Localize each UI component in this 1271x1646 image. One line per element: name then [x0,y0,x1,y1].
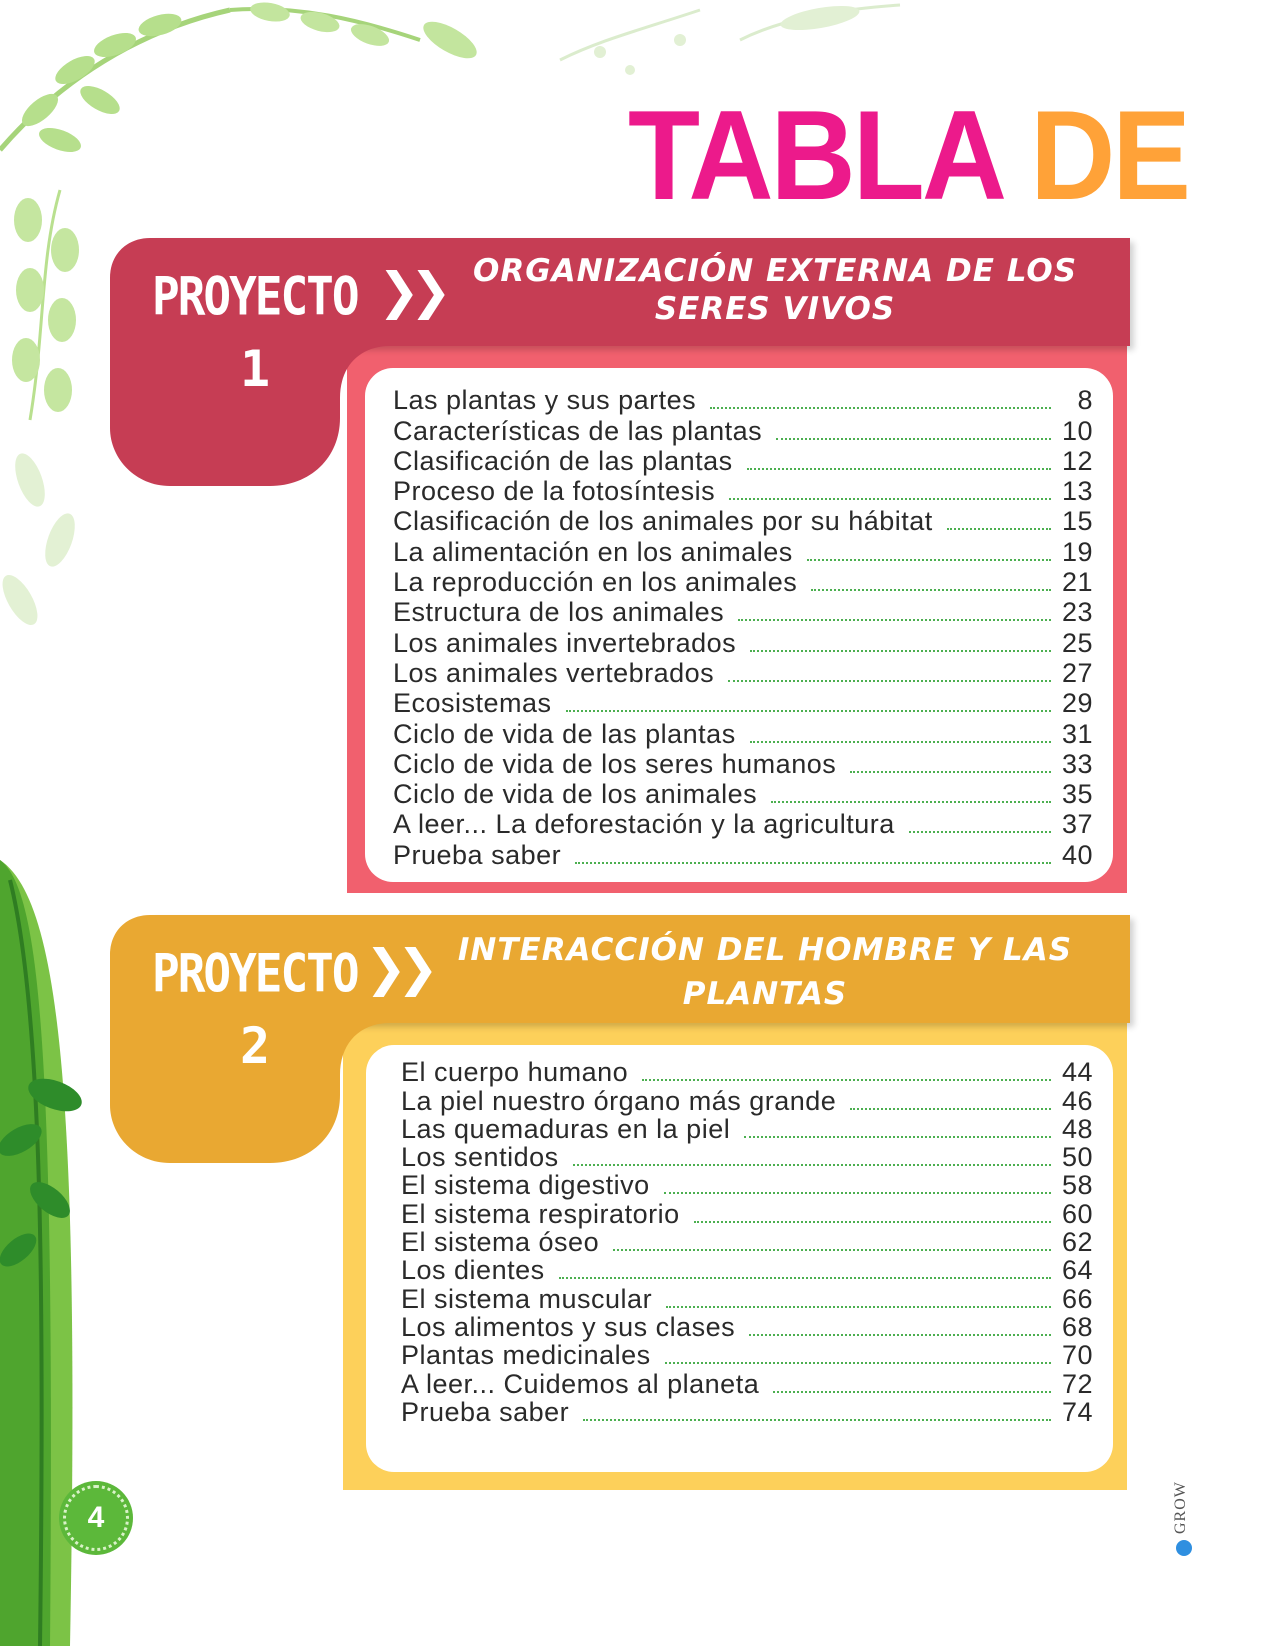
toc-entry [401,1340,1093,1371]
toc-entry-page: 33 [1061,748,1093,779]
toc-entry-page: 74 [1061,1396,1093,1427]
toc-entry-page: 58 [1061,1170,1093,1201]
toc-leader-dots [613,1249,1051,1251]
toc-entry-page: 48 [1061,1113,1093,1144]
toc-entry-title: El sistema óseo [401,1227,600,1258]
toc-entry-title: Ecosistemas [393,688,552,719]
page-title [628,84,1188,227]
toc-entry-page: 64 [1061,1255,1093,1286]
toc-leader-dots [573,1164,1051,1166]
toc-entry [393,598,1093,628]
toc-entry-title: Las quemaduras en la piel [401,1113,731,1144]
toc-entry-title: Los animales vertebrados [393,657,715,688]
toc-leader-dots [749,1334,1051,1336]
toc-leader-dots [776,438,1051,440]
toc-entry-page: 72 [1061,1368,1093,1399]
toc-leader-dots [850,1108,1051,1110]
toc-entry-title: Los animales invertebrados [393,627,737,658]
toc-entry-title: La reproducción en los animales [393,567,798,598]
project-1-toc-list [393,386,1093,871]
project-2-label: PROYECTO [152,942,358,1005]
toc-entry [393,447,1093,477]
toc-entry [401,1057,1093,1088]
toc-leader-dots [747,468,1051,470]
toc-entry-title: La alimentación en los animales [393,536,793,567]
toc-entry-title: Los alimentos y sus clases [401,1311,736,1342]
toc-entry-title: Plantas medicinales [401,1340,651,1371]
toc-leader-dots [575,862,1051,864]
toc-entry-title: El cuerpo humano [401,1057,629,1088]
toc-entry-title: Ciclo de vida de las plantas [393,718,736,749]
toc-entry [393,810,1093,840]
toc-entry-title: Estructura de los animales [393,597,725,628]
toc-entry-title: Proceso de la fotosíntesis [393,476,716,507]
toc-entry [393,628,1093,658]
toc-entry-title: La piel nuestro órgano más grande [401,1085,837,1116]
page-number-badge: 4 [63,1485,129,1551]
toc-entry-page: 40 [1061,839,1093,870]
toc-entry-page: 15 [1061,506,1093,537]
toc-entry [401,1170,1093,1201]
toc-entry-title: Características de las plantas [393,415,763,446]
toc-entry-title: A leer... Cuidemos al planeta [401,1368,760,1399]
toc-leader-dots [773,1391,1051,1393]
toc-entry-page: 37 [1061,809,1093,840]
project-2-title-line2: PLANTAS [682,976,848,1012]
toc-entry-page: 25 [1061,627,1093,658]
project-2-toc-list [401,1057,1093,1428]
toc-leader-dots [710,407,1051,409]
toc-entry [401,1085,1093,1116]
project-1-label: PROYECTO [152,265,358,328]
toc-leader-dots [909,831,1051,833]
toc-entry [401,1198,1093,1229]
toc-entry [393,659,1093,689]
toc-entry [393,568,1093,598]
title-word-de: DE [1030,84,1188,227]
toc-leader-dots [566,710,1051,712]
project-2-arrows-icon: ❯❯ [365,939,429,997]
project-1-number: 1 [240,340,271,398]
toc-entry-page: 35 [1061,779,1093,810]
project-2-number: 2 [240,1017,271,1075]
toc-entry [393,386,1093,416]
toc-entry [393,719,1093,749]
toc-leader-dots [642,1079,1051,1081]
toc-leader-dots [664,1192,1051,1194]
toc-entry-title: A leer... La deforestación y la agricultura [393,809,895,840]
project-1-arrows-icon: ❯❯ [378,262,442,320]
toc-entry [401,1283,1093,1314]
toc-entry-title: Ciclo de vida de los seres humanos [393,748,837,779]
toc-leader-dots [750,741,1051,743]
project-1-title-line1: ORGANIZACIÓN EXTERNA DE LOS [472,253,1078,289]
toc-entry [393,689,1093,719]
toc-entry-title: Los sentidos [401,1142,559,1173]
toc-leader-dots [583,1419,1051,1421]
toc-entry-page: 62 [1061,1227,1093,1258]
toc-entry-page: 12 [1061,445,1093,476]
toc-entry-title: Ciclo de vida de los animales [393,779,758,810]
toc-entry-page: 68 [1061,1311,1093,1342]
toc-entry-title: Clasificación de las plantas [393,445,733,476]
project-1-title [460,252,1090,328]
brand-icon [1176,1540,1192,1556]
toc-entry [401,1396,1093,1428]
brand-text: GROW [1172,1481,1189,1534]
toc-entry-page: 46 [1061,1085,1093,1116]
toc-entry-page: 29 [1061,688,1093,719]
toc-entry [393,780,1093,810]
toc-leader-dots [694,1221,1051,1223]
toc-entry-page: 50 [1061,1142,1093,1173]
project-1-title-line2: SERES VIVOS [654,291,896,327]
toc-entry-page: 8 [1077,385,1093,416]
toc-entry [393,750,1093,780]
project-2-title [440,928,1090,1016]
toc-leader-dots [947,528,1051,530]
toc-entry [401,1368,1093,1399]
toc-entry-page: 19 [1061,536,1093,567]
toc-leader-dots [771,801,1051,803]
toc-entry-page: 10 [1061,415,1093,446]
toc-entry [401,1113,1093,1145]
toc-entry [393,416,1093,446]
toc-entry [393,840,1093,870]
toc-entry-title: El sistema muscular [401,1283,653,1314]
toc-leader-dots [744,1136,1051,1138]
toc-leader-dots [807,559,1051,561]
toc-leader-dots [738,619,1051,621]
title-word-tabla: TABLA [628,84,1005,227]
toc-entry-page: 13 [1061,476,1093,507]
toc-entry-page: 44 [1061,1057,1093,1088]
toc-entry [393,537,1093,567]
toc-leader-dots [850,771,1051,773]
toc-entry-page: 23 [1061,597,1093,628]
project-2-title-line1: INTERACCIÓN DEL HOMBRE Y LAS [457,932,1073,968]
toc-leader-dots [665,1362,1051,1364]
brand-logo [1168,1481,1208,1558]
toc-entry-title: Prueba saber [393,839,562,870]
toc-entry-page: 31 [1061,718,1093,749]
toc-entry-title: El sistema respiratorio [401,1198,680,1229]
toc-entry-page: 66 [1061,1283,1093,1314]
toc-leader-dots [559,1277,1051,1279]
toc-entry [401,1311,1093,1343]
toc-leader-dots [728,680,1051,682]
toc-entry-title: Prueba saber [401,1396,570,1427]
toc-entry-page: 27 [1061,657,1093,688]
toc-entry-page: 21 [1061,567,1093,598]
toc-entry [401,1255,1093,1286]
toc-leader-dots [811,589,1051,591]
toc-entry-title: Clasificación de los animales por su hábitat [393,506,933,537]
toc-leader-dots [666,1306,1051,1308]
toc-entry-page: 60 [1061,1198,1093,1229]
toc-entry-title: Las plantas y sus partes [393,385,697,416]
toc-entry-title: El sistema digestivo [401,1170,650,1201]
toc-leader-dots [729,498,1051,500]
toc-entry [401,1227,1093,1258]
toc-entry-page: 70 [1061,1340,1093,1371]
toc-entry [393,507,1093,537]
toc-entry-title: Los dientes [401,1255,545,1286]
toc-leader-dots [750,650,1051,652]
toc-entry [401,1142,1093,1173]
toc-entry [393,477,1093,507]
